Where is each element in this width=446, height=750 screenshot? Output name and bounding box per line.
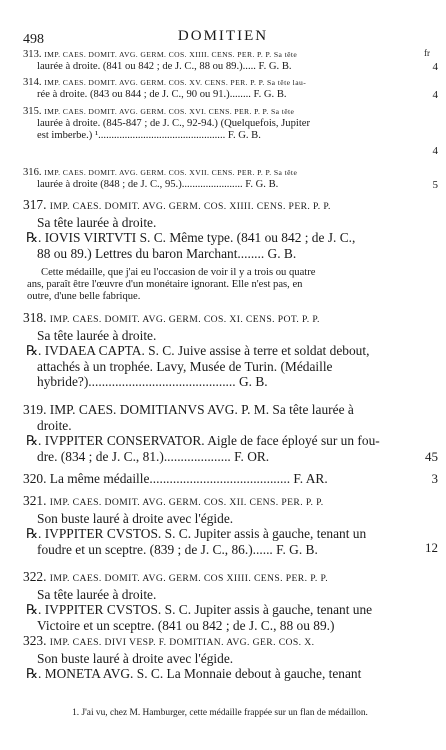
entry-318: 318. IMP. CAES. DOMIT. AVG. GERM. COS. XI. CENS. POT. P. P. Sa tête laurée à droite. ℞. IVDAEA CAPTA. S. C. Juive assise à terre et soldat debout, attachés à un trophée. Lavy, Musée de Turin. (Médaille hybride?)............................................ G. B. bbox=[23, 310, 370, 390]
entry-text: IMP. CAES. DOMIT. AVG. GERM. COS. XIIII. CENS. PER. P. P. Sa tête bbox=[44, 50, 298, 59]
count-value: 4 bbox=[432, 145, 438, 157]
page-number: 498 bbox=[23, 32, 44, 47]
count-value: 4 bbox=[432, 89, 438, 101]
entry-320: 320. La même médaille.......................................... F. AR. bbox=[23, 471, 328, 486]
count-value: 3 bbox=[431, 471, 438, 486]
reverse-legend: ℞. IOVIS VIRTVTI S. C. Même type. (841 ou 842 ; de J. C., bbox=[26, 230, 356, 246]
entry-321: 321. IMP. CAES. DOMIT. AVG. GERM. COS. XII. CENS. PER. P. P. Son buste lauré à droite avec l'égide. ℞. IVPPITER CVSTOS. S. C. Jupiter assis à gauche, tenant un foudre et un sceptre. (839 ; de J. C., 86.)...... F. G. B. bbox=[23, 493, 367, 557]
entry-317: 317. IMP. CAES. DOMIT. AVG. GERM. COS. XIIII. CENS. PER. P. P. Sa tête laurée à droite. ℞. IOVIS VIRTVTI S. C. Même type. (841 ou 842 ; de J. C., 88 ou 89.) Lettres du baron Marchant........ G. B. bbox=[23, 197, 395, 261]
entry-313: 313. IMP. CAES. DOMIT. AVG. GERM. COS. XIIII. CENS. PER. P. P. Sa tête laurée à droite. (841 ou 842 ; de J. C., 88 ou 89.)..... F. G. B. bbox=[23, 49, 298, 73]
corner-mark: fr bbox=[424, 48, 430, 58]
entry-323: 323. IMP. CAES. DIVI VESP. F. DOMITIAN. AVG. GER. COS. X. Son buste lauré à droite avec l'égide. ℞. MONETA AVG. S. C. La Monnaie debout à gauche, tenant bbox=[23, 633, 362, 682]
entry-314: 314. IMP. CAES. DOMIT. AVG. GERM. COS. XV. CENS. PER. P. P. Sa tête lau- rée à droite. (843 ou 844 ; de J. C., 90 ou 91.)........ F. G. B. bbox=[23, 77, 307, 101]
page-title: DOMITIEN bbox=[177, 28, 269, 44]
entry-322: 322. IMP. CAES. DOMIT. AVG. GERM. COS XIIII. CENS. PER. P. P. Sa tête laurée à droite. ℞. IVPPITER CVSTOS. S. C. Jupiter assis à gauche, tenant une Victoire et un sceptre. (841 ou 842 ; de J. C., 88 ou 89.) bbox=[23, 569, 373, 633]
entry-319: 319. IMP. CAES. DOMITIANVS AVG. P. M. Sa tête laurée à droite. ℞. IVPPITER CONSERVATOR. Aigle de face éployé sur un fou- dre. (834 ; de J. C., 81.).................... F. OR. bbox=[23, 402, 380, 464]
count-value: 12 bbox=[425, 540, 438, 555]
count-value: 4 bbox=[432, 61, 438, 73]
entry-315: 315. IMP. CAES. DOMIT. AVG. GERM. COS. XVI. CENS. PER. P. P. Sa tête laurée à droite. (845-847 ; de J. C., 92-94.) (Quelquefois, Jupiter est imberbe.) ¹................................................ F. G. B. bbox=[23, 106, 311, 142]
count-value: 5 bbox=[432, 179, 438, 191]
count-value: 45 bbox=[425, 449, 438, 464]
footnote: 1. J'ai vu, chez M. Hamburger, cette médaille frappée sur un flan de médaillon. bbox=[72, 708, 368, 718]
entry-316: 316. IMP. CAES. DOMIT. AVG. GERM. COS. XVII. CENS. PER. P. P. Sa tête laurée à droite (848 ; de J. C., 95.)....................... F. G. B. bbox=[23, 167, 298, 191]
commentary-note: Cette médaille, que j'ai eu l'occasion de voir il y a trois ou quatre ans, paraît être l'œuvre d'un monétaire ignorant. Elle n'est pas, en outre, d'une belle fabrique. bbox=[27, 267, 316, 303]
